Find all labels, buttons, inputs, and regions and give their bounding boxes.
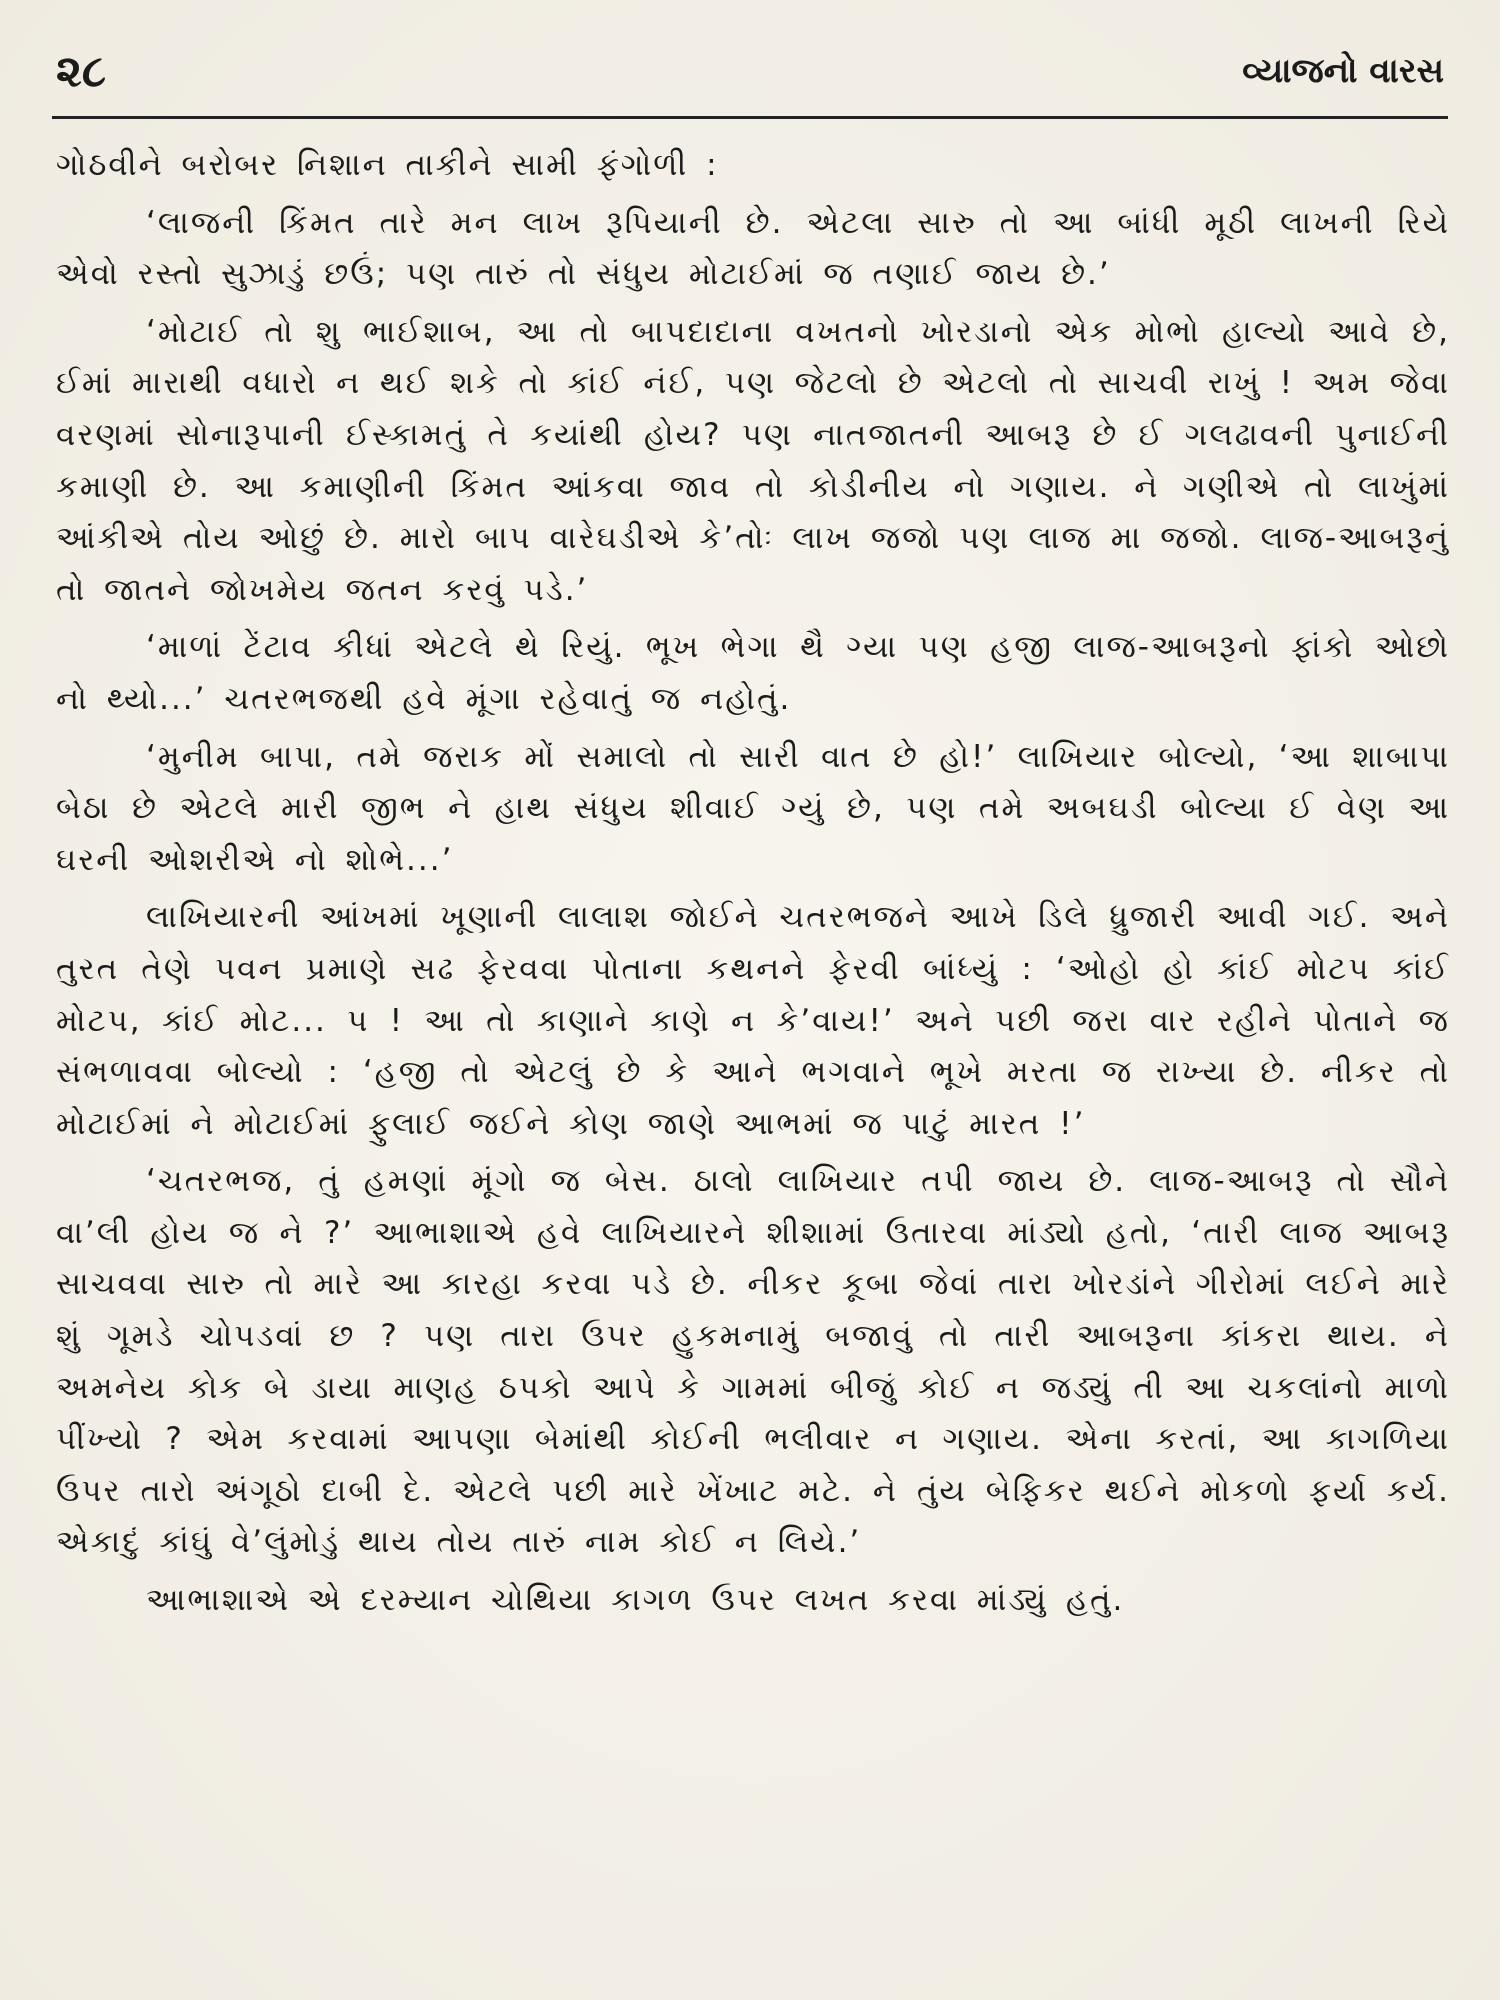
page-header	[52, 44, 1448, 104]
paragraph: આભાશાએ એ દરમ્યાન ચોથિયા કાગળ ઉપર લખત કરવા માંડ્યું હતું.	[146, 1582, 1125, 1619]
page-number: ૨૮	[56, 46, 107, 97]
paragraph: ‘માળાં ટેંટાવ કીધાં એટલે થે રિયું. ભૂખ ભેગા થૈ ગ્યા પણ હજી લાજ-આબરૂનો ફાંકો ઓછો નો થ્યો...’ ચતરભજથી હવે મૂંગા રહેવાતું જ નહોતું.	[56, 629, 1450, 717]
paragraph: ‘લાજની કિંમત તારે મન લાખ રૂપિયાની છે. એટલા સારુ તો આ બાંધી મૂઠી લાખની રિયે એવો રસ્તો સુઝાડું છઉં; પણ તારું તો સંધુય મોટાઈમાં જ તણાઈ જાય છે.’	[56, 204, 1450, 293]
running-title: વ્યાજનો વારસ	[1242, 51, 1444, 91]
paragraph: લાખિયારની આંખમાં ખૂણાની લાલાશ જોઈને ચતરભજને આખે ડિલે ધ્રુજારી આવી ગઈ. અને તુરત તેણે પવન પ્રમાણે સઢ ફેરવવા પોતાના કથનને ફેરવી બાંધ્યું : ‘ઓહો હો કાંઈ મોટપ કાંઈ મોટપ, કાંઈ મોટ... પ ! આ તો કાણાને કાણે ન કે’વાય!’ અને પછી જરા વાર રહીને પોતાને જ સંભળાવવા બોલ્યો : ‘હજી તો એટલું છે કે આને ભગવાને ભૂખે મરતા જ રાખ્યા છે. નીકર તો મોટાઈમાં ને મોટાઈમાં ફુલાઈ જઈને કોણ જાણે આભમાં જ પાટું મારત !’	[56, 899, 1450, 1142]
paragraph: ‘ચતરભજ, તું હમણાં મૂંગો જ બેસ. ઠાલો લાખિયાર તપી જાય છે. લાજ-આબરૂ તો સૌને વા’લી હોય જ ને ?’ આભાશાએ હવે લાખિયારને શીશામાં ઉતારવા માંડ્યો હતો, ‘તારી લાજ આબરૂ સાચવવા સારુ તો મારે આ કારહા કરવા પડે છે. નીકર કૂબા જેવાં તારા ખોરડાંને ગીરોમાં લઈને મારે શું ગૂમડે ચોપડવાં છ ? પણ તારા ઉપર હુકમનામું બજાવું તો તારી આબરૂના કાંકરા થાય. ને અમનેય કોક બે ડાયા માણહ ઠપકો આપે કે ગામમાં બીજું કોઈ ન જડ્યું તી આ ચકલાંનો માળો પીંખ્યો ? એમ કરવામાં આપણા બેમાંથી કોઈની ભલીવાર ન ગણાય. એના કરતાં, આ કાગળિયા ઉપર તારો અંગૂઠો દાબી દે. એટલે પછી મારે ખેંખાટ મટે. ને તુંય બેફિકર થઈને મોકળો ફર્યા કર્ય. એકાદું કાંઘું વે’લુંમોડું થાય તોય તારું નામ કોઈ ન લિયે.’	[56, 1163, 1450, 1561]
paragraph: ગોઠવીને બરોબર નિશાન તાકીને સામી ફંગોળી :	[56, 147, 719, 183]
paragraph: ‘મોટાઈ તો શુ ભાઈશાબ, આ તો બાપદાદાના વખતનો ખોરડાનો એક મોભો હાલ્યો આવે છે, ઈમાં મારાથી વધારો ન થઈ શકે તો કાંઈ નંઈ, પણ જેટલો છે એટલો તો સાચવી રાખું ! અમ જેવા વરણમાં સોનારૂપાની ઈસ્કામતું તે કયાંથી હોય? પણ નાતજાતની આબરૂ છે ઈ ગલઢાવની પુનાઈની કમાણી છે. આ કમાણીની કિંમત આંકવા જાવ તો કોડીનીય નો ગણાય. ને ગણીએ તો લાખુંમાં આંકીએ તોય ઓછું છે. મારો બાપ વારેઘડીએ કે’તોઃ લાખ જજો પણ લાજ મા જજો. લાજ-આબરૂનું તો જાતને જોખમેય જતન કરવું પડે.’	[56, 313, 1450, 608]
paragraph: ‘મુનીમ બાપા, તમે જરાક મોં સમાલો તો સારી વાત છે હો!’ લાખિયાર બોલ્યો, ‘આ શાબાપા બેઠા છે એટલે મારી જીભ ને હાથ સંધુય શીવાઈ ગ્યું છે, પણ તમે અબઘડી બોલ્યા ઈ વેણ આ ઘરની ઓશરીએ નો શોભે...’	[56, 738, 1450, 878]
body-text	[56, 140, 1450, 1960]
header-rule	[52, 116, 1448, 119]
